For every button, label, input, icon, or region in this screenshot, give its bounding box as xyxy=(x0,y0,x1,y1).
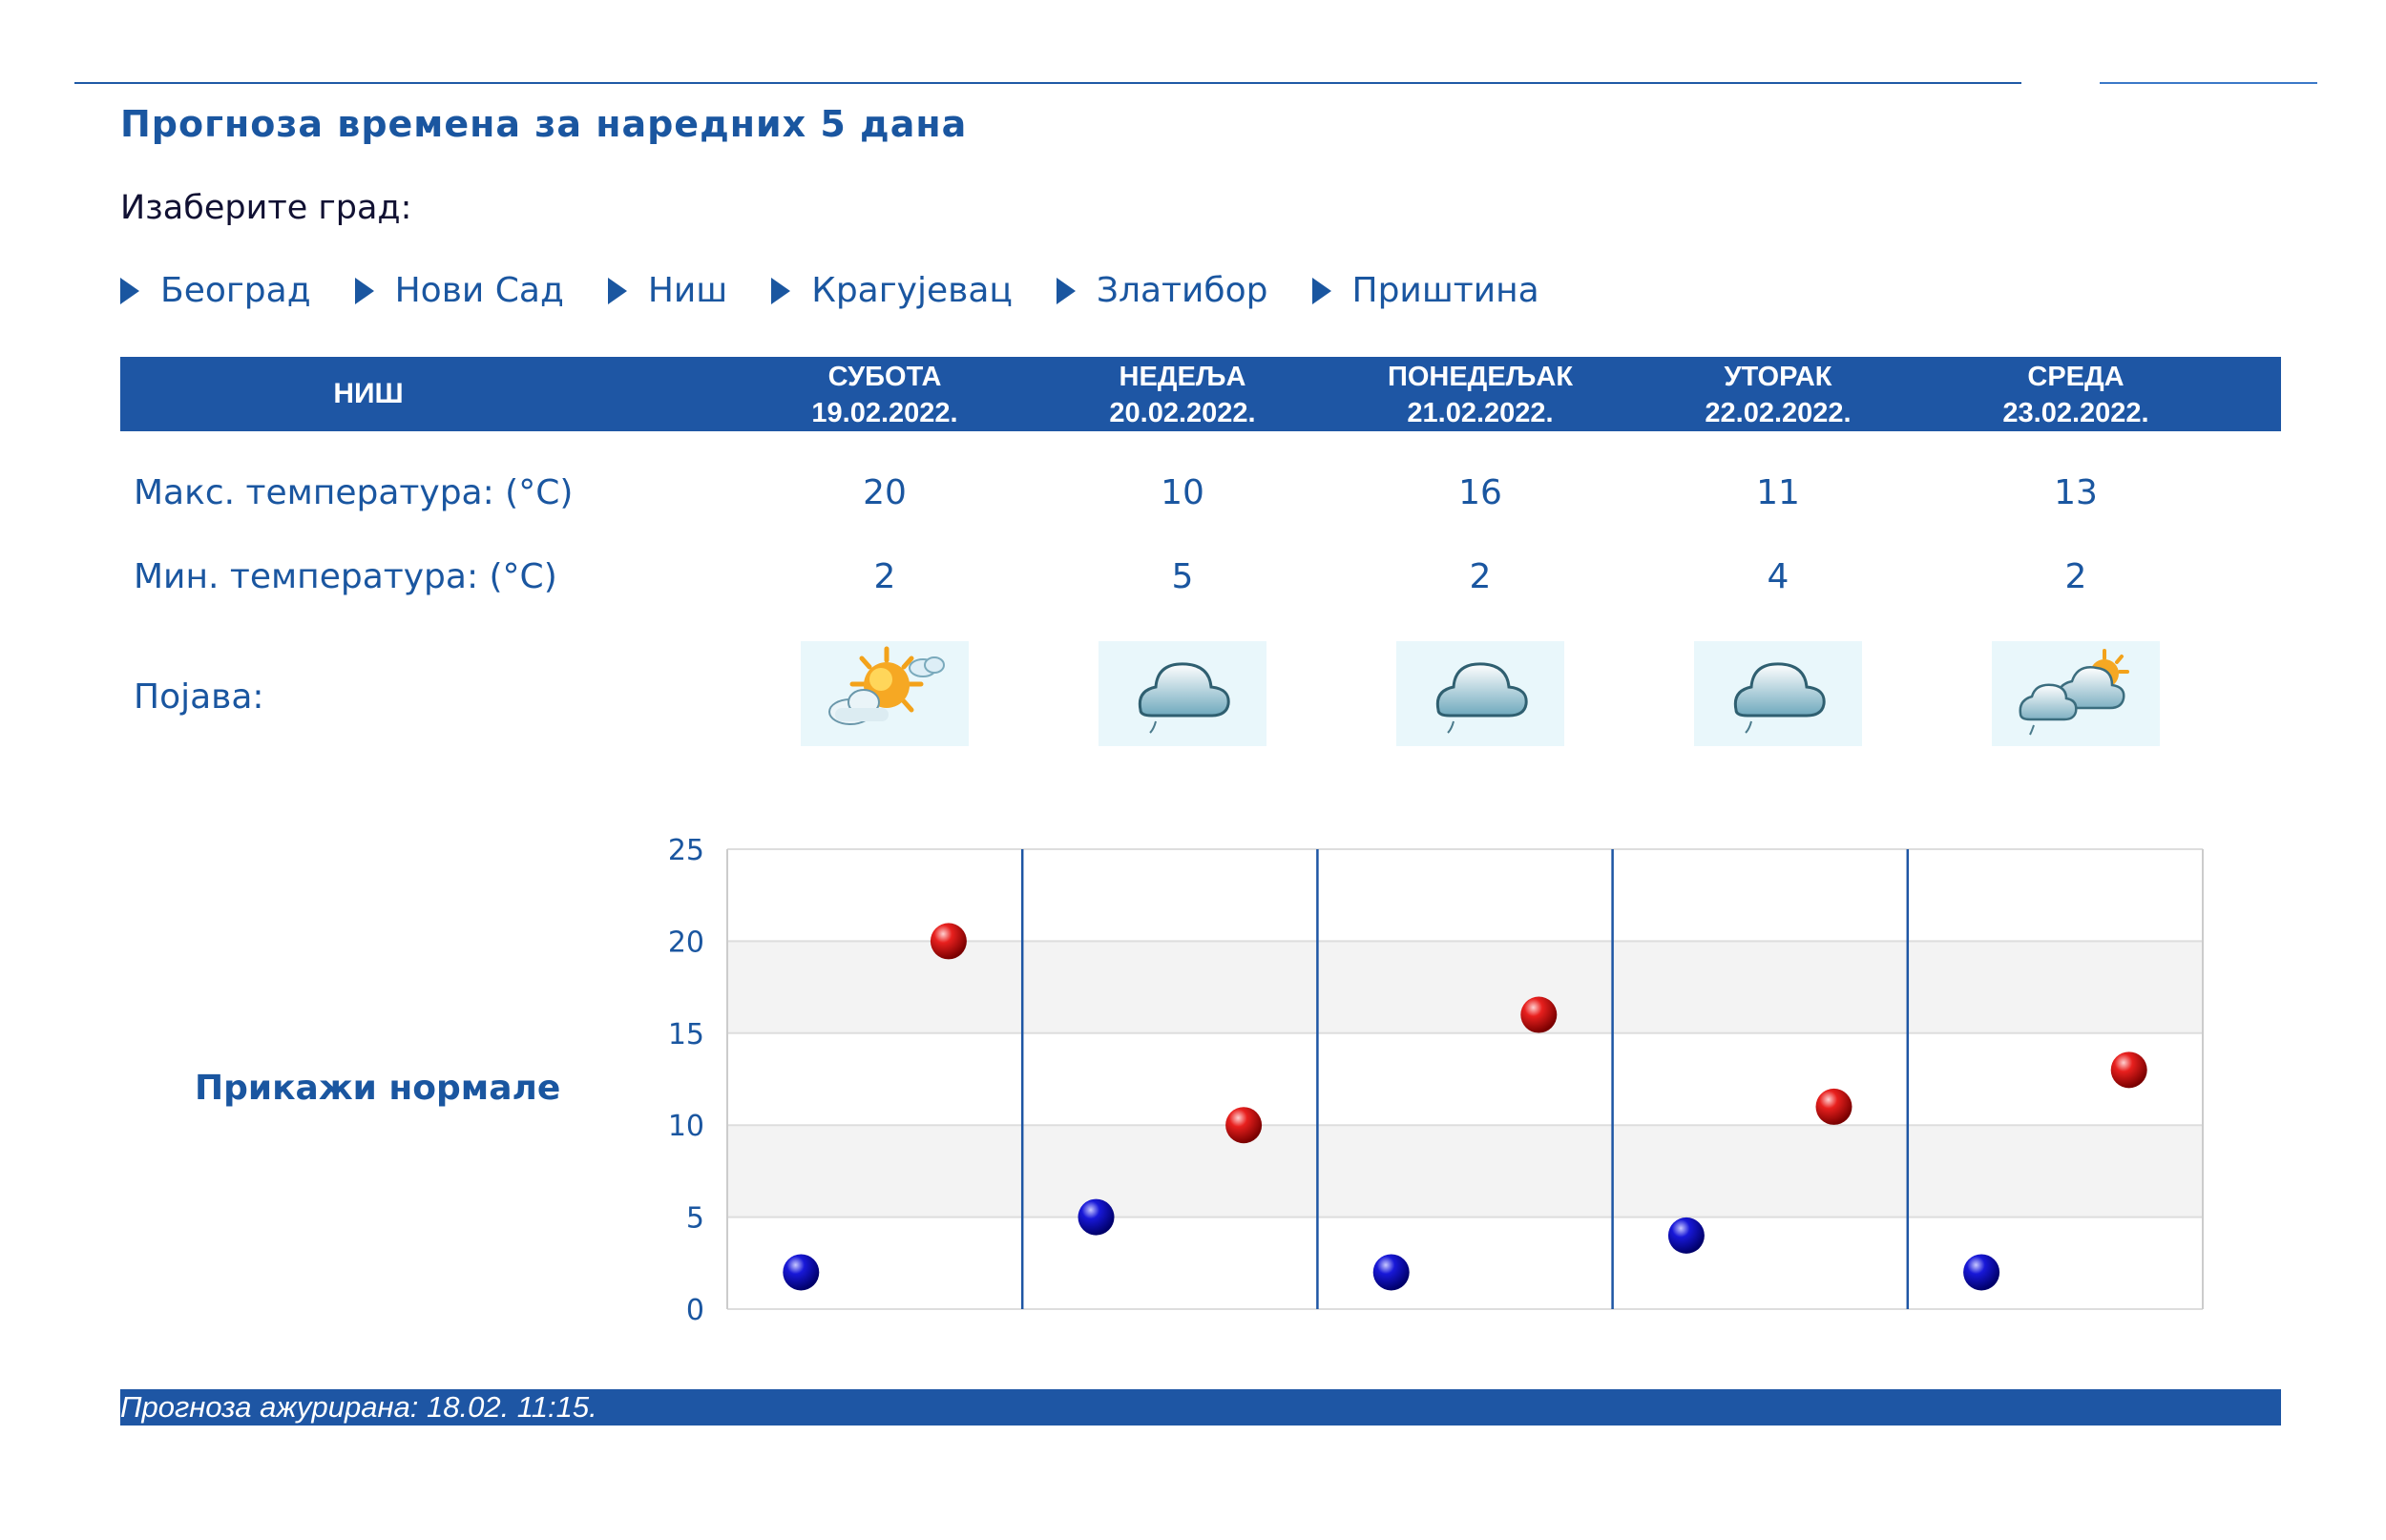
show-normals-link[interactable]: Прикажи нормале xyxy=(195,1069,561,1108)
city-link-novi-sad[interactable] xyxy=(355,271,564,310)
day-date: 20.02.2022. xyxy=(1109,398,1256,428)
city-link-zlatibor[interactable] xyxy=(1057,271,1268,310)
y-tick-label: 15 xyxy=(667,1017,704,1051)
city-link-nis[interactable] xyxy=(608,271,727,310)
arrow-right-icon xyxy=(120,278,139,304)
min-temp-point[interactable] xyxy=(1373,1254,1410,1290)
max-temp-value: 10 xyxy=(1161,473,1204,512)
day-header-4 xyxy=(1629,359,1927,431)
y-tick-label: 0 xyxy=(685,1294,704,1327)
day-name: СУБОТА xyxy=(827,362,942,392)
city-link-label: Златибор xyxy=(1096,271,1268,310)
cloud-light-rain-icon xyxy=(1396,641,1564,746)
forecast-header xyxy=(120,357,2281,431)
min-temp-point[interactable] xyxy=(783,1254,819,1290)
top-divider-left xyxy=(74,82,2021,84)
cloud-light-rain-icon xyxy=(1099,641,1266,746)
city-link-kragujevac[interactable] xyxy=(771,271,1013,310)
city-link-beograd[interactable] xyxy=(120,271,311,310)
arrow-right-icon xyxy=(1057,278,1076,304)
choose-city-label: Изаберите град: xyxy=(120,189,412,227)
min-temp-value: 2 xyxy=(873,557,896,596)
max-temp-value: 16 xyxy=(1458,473,1502,512)
city-link-label: Нови Сад xyxy=(394,271,564,310)
arrow-right-icon xyxy=(1312,278,1331,304)
arrow-right-icon xyxy=(771,278,790,304)
top-divider-right xyxy=(2100,82,2317,84)
max-temp-point[interactable] xyxy=(2111,1051,2147,1088)
max-temp-point[interactable] xyxy=(1816,1089,1852,1125)
min-temp-point[interactable] xyxy=(1078,1199,1115,1236)
day-header-3 xyxy=(1331,359,1629,431)
y-tick-label: 25 xyxy=(667,834,704,867)
day-date: 21.02.2022. xyxy=(1407,398,1554,428)
arrow-right-icon xyxy=(355,278,374,304)
y-tick-label: 20 xyxy=(667,926,704,960)
min-temp-value: 4 xyxy=(1767,557,1790,596)
phenomenon-label: Појава: xyxy=(134,677,264,717)
chart-band xyxy=(727,1125,2203,1217)
header-city-name: НИШ xyxy=(333,378,404,409)
city-link-label: Ниш xyxy=(647,271,728,310)
footer-bar xyxy=(120,1389,2281,1426)
max-temp-value: 20 xyxy=(863,473,907,512)
max-temp-label: Макс. температура: (°C) xyxy=(134,473,574,512)
day-header-5 xyxy=(1927,359,2225,431)
y-tick-label: 10 xyxy=(667,1110,704,1144)
min-temp-value: 2 xyxy=(1469,557,1492,596)
chart-band xyxy=(727,1033,2203,1125)
arrow-right-icon xyxy=(608,278,627,304)
min-temp-label: Мин. температура: (°C) xyxy=(134,557,557,596)
city-link-label: Крагујевац xyxy=(811,271,1013,310)
day-name: СРЕДА xyxy=(2027,362,2124,392)
forecast-updated-text: Прогноза ажурирана: 18.02. 11:15. xyxy=(120,1390,597,1424)
city-link-label: Приштина xyxy=(1351,271,1539,310)
day-date: 22.02.2022. xyxy=(1705,398,1852,428)
city-link-label: Београд xyxy=(160,271,311,310)
min-temp-point[interactable] xyxy=(1668,1217,1705,1254)
day-header-1 xyxy=(736,359,1034,431)
day-name: ПОНЕДЕЉАК xyxy=(1387,362,1574,392)
min-temp-value: 5 xyxy=(1171,557,1194,596)
max-temp-value: 11 xyxy=(1756,473,1800,512)
min-temp-value: 2 xyxy=(2064,557,2087,596)
page-title: Прогноза времена за наредних 5 дана xyxy=(120,103,968,145)
city-nav xyxy=(120,271,1583,310)
clouds-sun-light-rain-icon xyxy=(1992,641,2160,746)
max-temp-point[interactable] xyxy=(1225,1107,1262,1143)
cloud-light-rain-icon xyxy=(1694,641,1862,746)
day-date: 19.02.2022. xyxy=(811,398,958,428)
max-temp-point[interactable] xyxy=(1520,997,1557,1033)
day-date: 23.02.2022. xyxy=(2002,398,2149,428)
city-link-pristina[interactable] xyxy=(1312,271,1539,310)
sun-with-clouds-icon xyxy=(801,641,969,746)
max-temp-value: 13 xyxy=(2054,473,2098,512)
temperature-chart xyxy=(649,830,2214,1345)
min-temp-point[interactable] xyxy=(1963,1254,1999,1290)
max-temp-point[interactable] xyxy=(931,923,967,959)
day-name: УТОРАК xyxy=(1724,362,1832,392)
y-tick-label: 5 xyxy=(685,1201,704,1236)
day-name: НЕДЕЉА xyxy=(1119,362,1246,392)
day-header-2 xyxy=(1034,359,1331,431)
